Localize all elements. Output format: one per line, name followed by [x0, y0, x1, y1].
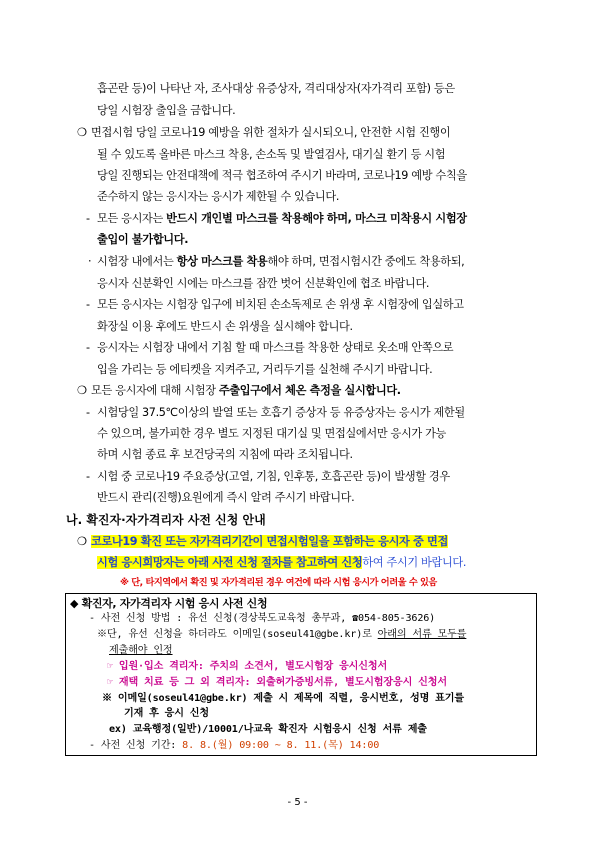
mask-all-item: - 모든 응시자는 반드시 개인별 마스크를 착용해야 하며, 마스크 미착용시 시험장 — [86, 212, 467, 225]
confirmed-line-2: 시험 응시희망자는 아래 사전 신청 절차를 참고하여 신청하여 주시기 바랍니다. — [97, 556, 467, 569]
temperature-paragraph: ❍ 모든 응시자에 대해 시험장 주출입구에서 체온 측정을 실시합니다. — [77, 384, 401, 397]
dash-marker: - — [86, 212, 90, 225]
etiquette-line-2: 입을 가리는 등 에티켓을 지켜주고, 거리두기를 실천해 주시기 바랍니다. — [97, 363, 433, 376]
etiquette-item: - 응시자는 시험장 내에서 기침 할 때 마스크를 착용한 상태로 옷소매 안쪽으로 — [86, 341, 454, 354]
box-email-note: ※단, 유선 신청을 하더라도 이메일(soseul41@gbe.kr)로 아래의 서류 모두를 — [97, 629, 467, 640]
dash-marker: - — [86, 341, 90, 354]
mask-always-line-2: 응시자 신분확인 시에는 마스크를 잠깐 벗어 신분확인에 협조 바랍니다. — [97, 277, 430, 290]
fever-line-3: 하며 시험 종료 후 보건당국의 지침에 따라 조치됩니다. — [97, 448, 353, 461]
hand-sanitize-item: - 모든 응시자는 시험장 입구에 비치된 손소독제로 손 위생 후 시험장에 입실하고 — [86, 298, 464, 311]
dash-marker: - — [86, 406, 90, 419]
prevention-line-3: 당일 진행되는 안전대책에 적극 협조하여 주시기 바라며, 코로나19 예방 수칙을 — [97, 169, 467, 182]
box-email-note-line-2: 제출해야 인정 — [109, 645, 173, 656]
box-email-subject: ※ 이메일(soseul41@gbe.kr) 제출 시 제목에 직렬, 응시번호, 성명 표기를 — [102, 693, 464, 704]
bullet-circle-icon: ❍ — [77, 384, 87, 397]
symptoms-line-2: 반드시 관리(진행)요원에게 즉시 알려 주시기 바랍니다. — [97, 491, 355, 504]
box-example: ex) 교육행정(일반)/10001/나교육 확진자 시험응시 신청 서류 제출 — [109, 724, 427, 735]
mask-all-line-2: 출입이 불가합니다. — [97, 233, 189, 246]
fever-line-2: 수 있으며, 불가피한 경우 별도 지정된 대기실 및 면접실에서만 응시가 가능 — [97, 427, 446, 440]
bullet-circle-icon: ❍ — [77, 535, 87, 548]
symptoms-item: - 시험 중 코로나19 주요증상(고열, 기침, 인후통, 호흡곤란 등)이 발생할 경우 — [86, 470, 450, 483]
dash-marker: - — [86, 470, 90, 483]
box-title: ◆ 확진자, 자가격리자 시험 응시 사전 신청 — [70, 597, 268, 610]
prevention-line-2: 될 수 있도록 올바른 마스크 착용, 손소독 및 발열검사, 대기실 환기 등 시험 — [97, 148, 446, 161]
box-docs-home: ☞ 재택 치료 등 그 외 격리자: 외출허가증빙서류, 별도시험장응시 신청서 — [107, 677, 447, 688]
page-number: - 5 - — [287, 797, 308, 808]
warning-note: ※ 단, 타지역에서 확진 및 자가격리된 경우 여건에 따라 시험 응시가 어려울 수 있음 — [120, 577, 437, 588]
intro-line-1: 흡곤란 등)이 나타난 자, 조사대상 유증상자, 격리대상자(자가격리 포함) 등은 — [97, 82, 455, 95]
intro-line-2: 당일 시험장 출입을 금합니다. — [97, 104, 236, 117]
dot-marker: · — [88, 255, 92, 268]
prevention-paragraph: ❍ 면접시험 당일 코로나19 예방을 위한 절차가 실시되오니, 안전한 시험 진행이 — [77, 126, 451, 139]
prevention-line-4: 준수하지 않는 응시자는 응시가 제한될 수 있습니다. — [97, 190, 340, 203]
confirmed-paragraph: ❍ 코로나19 확진 또는 자가격리기간이 면접시험일을 포함하는 응시자 중 면접 — [77, 535, 448, 548]
fever-item: - 시험당일 37.5℃이상의 발열 또는 호흡기 증상자 등 유증상자는 응시가 제한될 — [86, 406, 465, 419]
box-period: - 사전 신청 기간: 8. 8.(월) 09:00 ~ 8. 11.(목) 14:00 — [89, 740, 380, 751]
box-method: - 사전 신청 방법 : 유선 신청(경상북도교육청 총무과, ☎054-805-3626) — [89, 613, 436, 624]
box-docs-hospital: ☞ 입원·입소 격리자: 주치의 소견서, 별도시험장 응시신청서 — [107, 661, 388, 672]
section-title: 나. 확진자·자가격리자 사전 신청 안내 — [66, 513, 266, 527]
dash-marker: - — [86, 298, 90, 311]
box-email-subject-line-2: 기재 후 응시 신청 — [124, 708, 209, 719]
hand-sanitize-line-2: 화장실 이용 후에도 반드시 손 위생을 실시해야 합니다. — [97, 320, 353, 333]
mask-always-item: · 시험장 내에서는 항상 마스크를 착용해야 하며, 면접시험시간 중에도 착용하되, — [88, 255, 465, 268]
bullet-circle-icon: ❍ — [77, 126, 87, 139]
